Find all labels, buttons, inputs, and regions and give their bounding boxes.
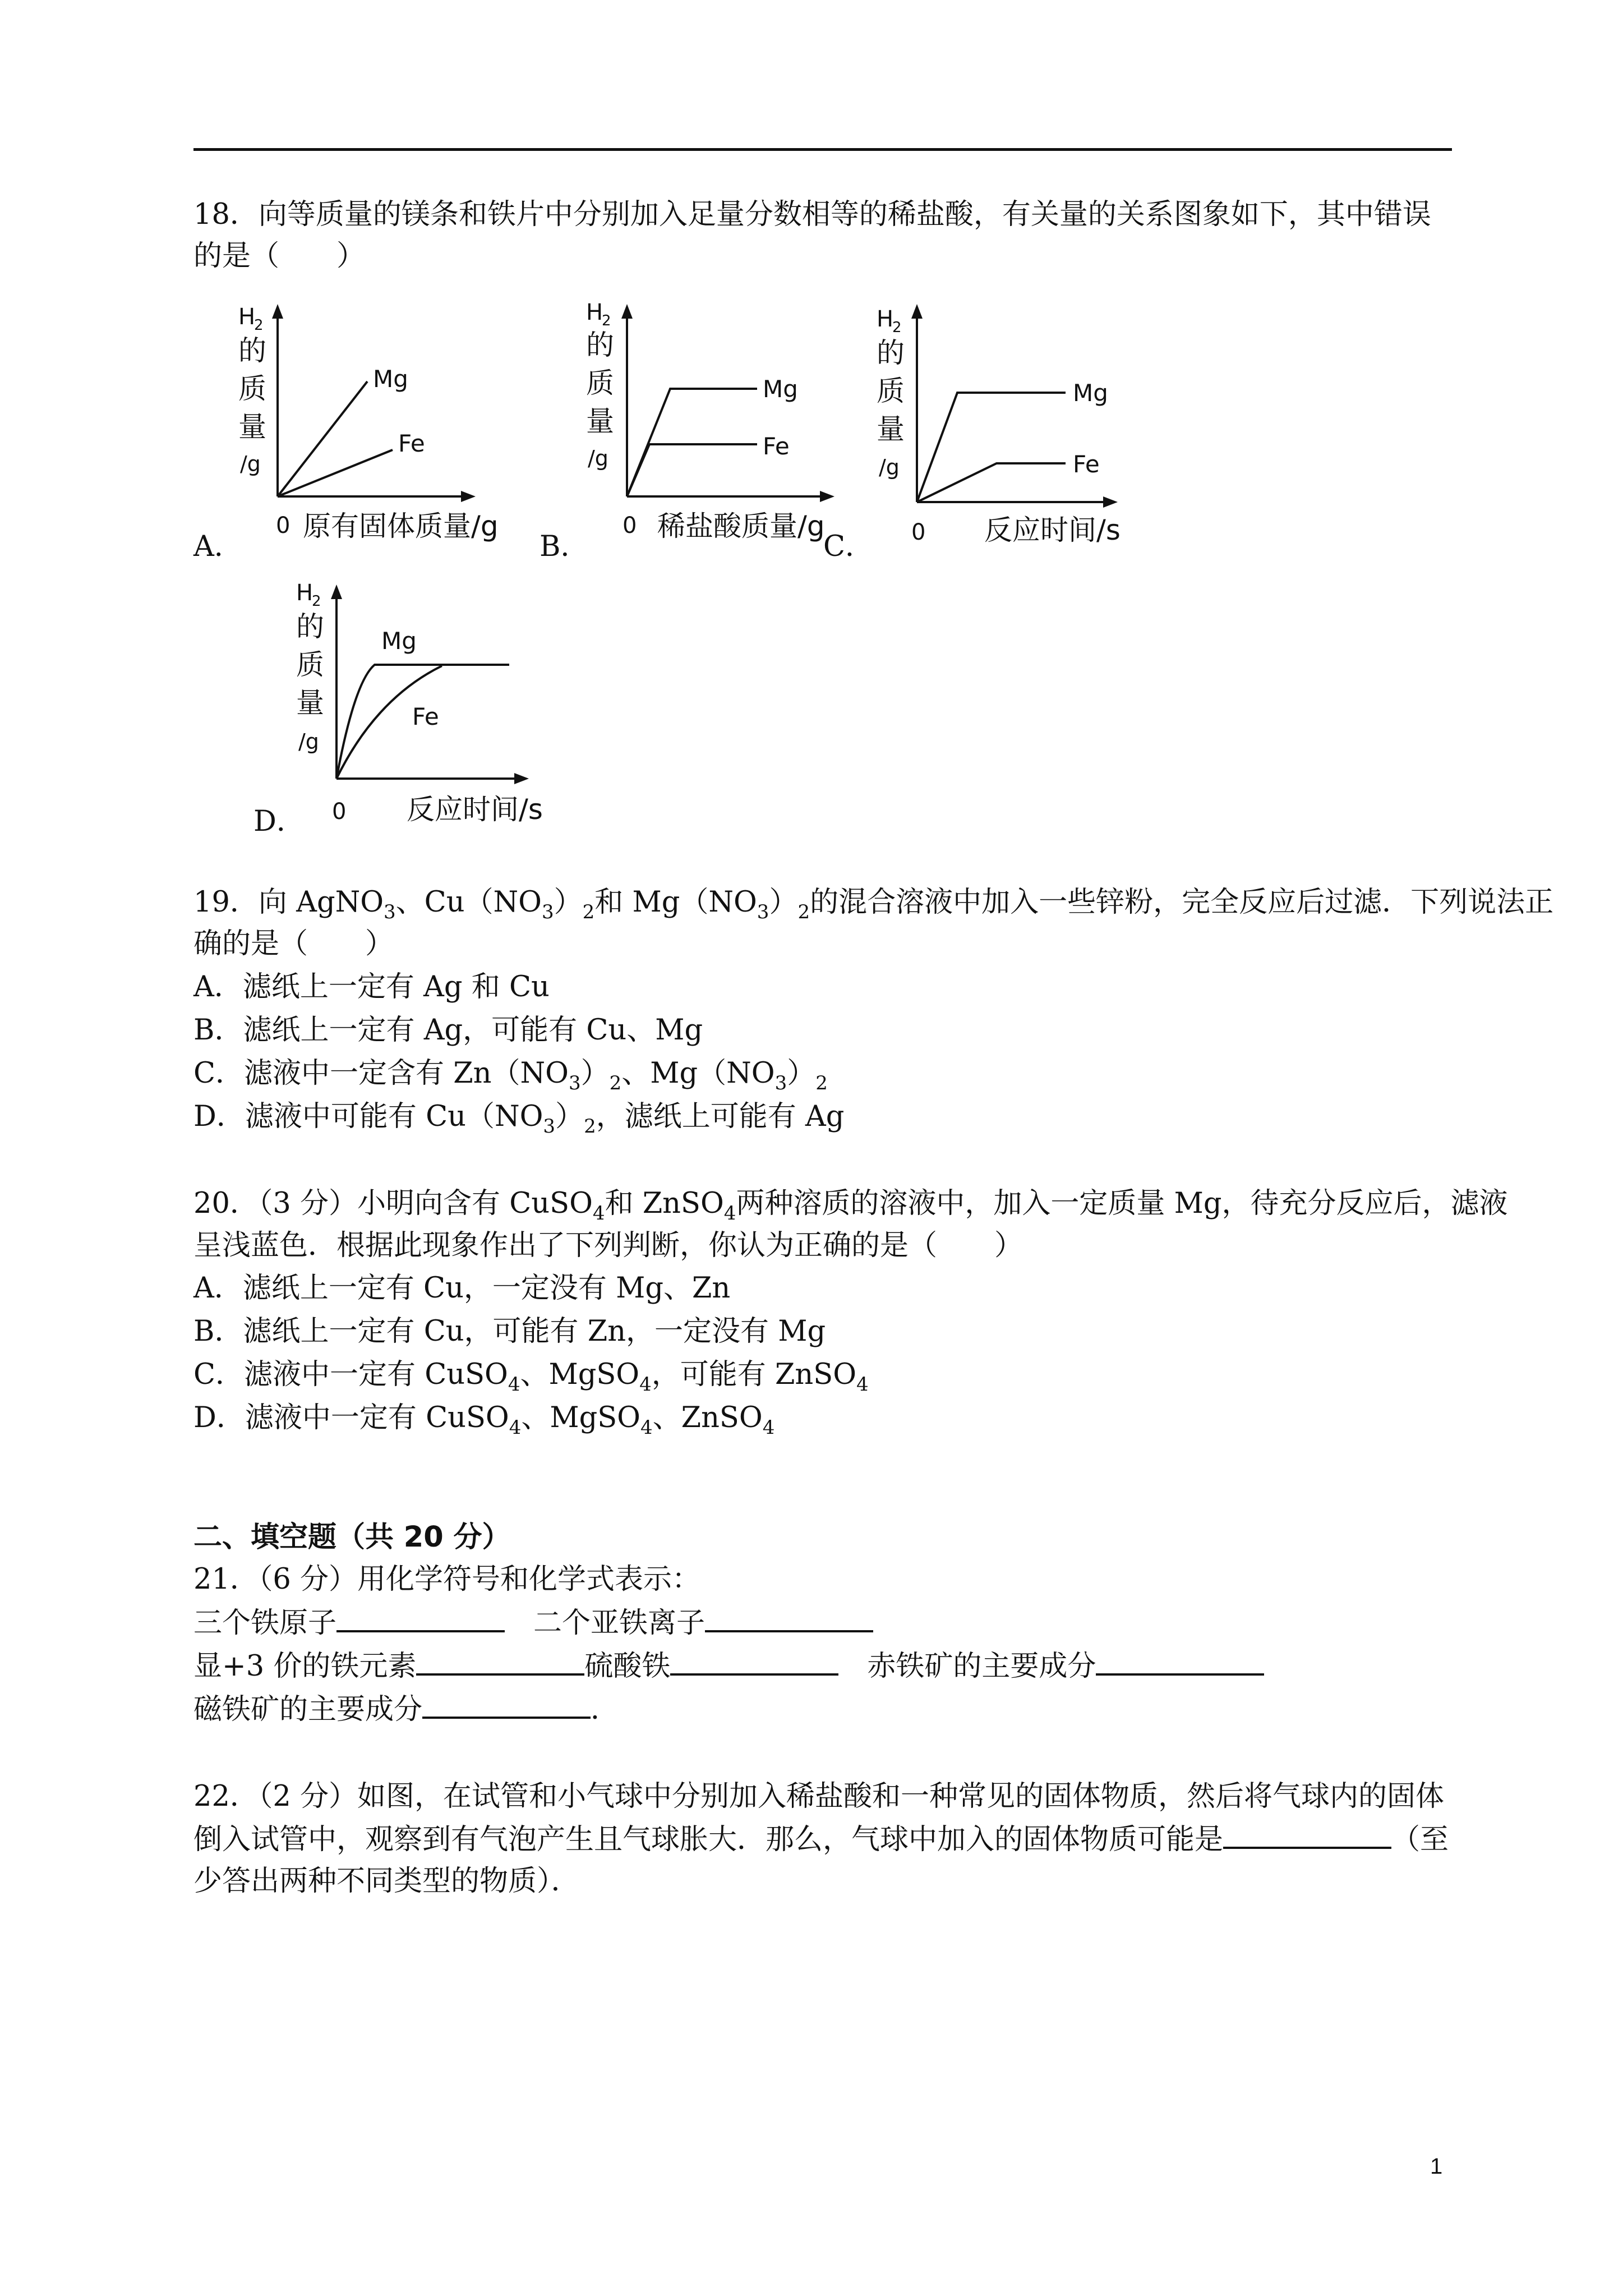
y-label-zhi: 质 <box>877 375 905 407</box>
x-label: 稀盐酸质量/g <box>657 510 825 542</box>
y-label-unit: /g <box>298 729 319 754</box>
y-label-sub: 2 <box>312 593 321 610</box>
q21-row2: 显+3 价的铁元素 硫酸铁 赤铁矿的主要成分 <box>193 1649 1264 1684</box>
y-label-unit: /g <box>879 455 900 480</box>
q18-option-c[interactable]: C． <box>823 530 874 563</box>
origin-label: 0 <box>276 513 291 539</box>
answer-blank[interactable] <box>1223 1822 1391 1849</box>
q22-stem-line1: 22．（2 分）如图，在试管和小气球中分别加入稀盐酸和一种常见的固体物质，然后将气球内的固体 <box>193 1780 1445 1813</box>
y-label-h: H <box>586 300 603 325</box>
q19-stem-line2: 确的是（ ） <box>193 927 394 960</box>
q18-option-a[interactable]: A． <box>193 530 243 563</box>
q20-stem-line1: 20．（3 分）小明向含有 CuSO$_4$和 ZnSO$_4$两种溶质的溶液中，加入一定质量 Mg，待充分反应后，滤液 <box>193 1187 1508 1225</box>
q18-stem-line2: 的是（ ） <box>193 240 366 273</box>
answer-blank[interactable] <box>416 1649 584 1676</box>
mg-label: Mg <box>381 627 417 655</box>
q18-option-b[interactable]: B． <box>540 530 589 563</box>
answer-blank[interactable] <box>336 1605 505 1632</box>
y-label-sub: 2 <box>254 317 264 334</box>
x-label: 反应时间/s <box>984 514 1121 546</box>
y-label-zhi: 质 <box>238 372 266 405</box>
q22-stem-line2: 倒入试管中，观察到有气泡产生且气球胀大．那么，气球中加入的固体物质可能是 （至 <box>193 1823 1449 1856</box>
mg-label: Mg <box>763 375 798 403</box>
q19-option-b[interactable]: B．滤纸上一定有 Ag，可能有 Cu、Mg <box>193 1014 703 1047</box>
fe-label: Fe <box>1073 450 1100 478</box>
y-label-liang: 量 <box>586 405 614 438</box>
page-number: 1 <box>1430 2154 1443 2179</box>
fe-line <box>917 463 1066 502</box>
header-rule <box>193 148 1452 151</box>
answer-blank[interactable] <box>670 1649 838 1676</box>
y-label-liang: 量 <box>877 413 905 445</box>
origin-label: 0 <box>911 519 926 545</box>
y-label-h: H <box>296 580 313 606</box>
section-title: 二、填空题（共 20 分） <box>193 1521 511 1554</box>
mg-line <box>917 393 1066 502</box>
fe-label: Fe <box>763 432 790 460</box>
fe-label: Fe <box>398 430 425 457</box>
q19-option-c[interactable]: C．滤液中一定含有 $Zn(NO_3)_2$、$Mg(NO_3)_2$ <box>193 1057 828 1094</box>
x-label: 反应时间/s <box>407 793 543 826</box>
y-label-unit: /g <box>588 446 608 471</box>
q20-option-c[interactable]: C．滤液中一定有 CuSO$_4$、MgSO$_4$，可能有 ZnSO$_4$ <box>193 1358 869 1396</box>
y-label-sub: 2 <box>602 312 611 329</box>
q21-row3: 磁铁矿的主要成分 ． <box>193 1693 620 1726</box>
y-label-de: 的 <box>877 337 905 369</box>
y-label-liang: 量 <box>296 687 324 719</box>
answer-blank[interactable] <box>1096 1649 1264 1676</box>
fe-line <box>627 444 757 496</box>
mg-line <box>627 389 757 496</box>
q22-stem-line3: 少答出两种不同类型的物质）． <box>193 1865 580 1898</box>
q19-option-d[interactable]: D．滤液中可能有 $Cu(NO_3)_2$，滤纸上可能有 Ag <box>193 1100 845 1138</box>
y-label-de: 的 <box>586 329 614 361</box>
x-label: 原有固体质量/g <box>303 510 499 542</box>
y-label-sub: 2 <box>892 319 902 336</box>
q19-stem-line1: 19．向 AgNO$_3$、$Cu(NO_3)_2$和 $Mg(NO_3)_2$的混合溶液中加入一些锌粉，完全反应后过滤．下列说法正 <box>193 886 1554 923</box>
origin-label: 0 <box>623 513 637 539</box>
q18-stem-line1: 18．向等质量的镁条和铁片中分别加入足量分数相等的稀盐酸，有关量的关系图象如下，其中错误 <box>193 198 1431 231</box>
y-label-liang: 量 <box>238 411 266 443</box>
fe-label: Fe <box>412 703 439 730</box>
q19-option-a[interactable]: A．滤纸上一定有 Ag 和 Cu <box>193 970 550 1004</box>
q21-row1: 三个铁原子 二个亚铁离子 <box>193 1605 873 1641</box>
q20-option-d[interactable]: D．滤液中一定有 CuSO$_4$、MgSO$_4$、ZnSO$_4$ <box>193 1401 775 1439</box>
answer-blank[interactable] <box>422 1692 591 1719</box>
q20-option-a[interactable]: A．滤纸上一定有 Cu，一定没有 Mg、Zn <box>193 1272 731 1305</box>
y-label-de: 的 <box>296 610 324 643</box>
answer-blank[interactable] <box>705 1605 873 1632</box>
mg-label: Mg <box>1073 379 1108 407</box>
q18-option-d[interactable]: D． <box>253 805 305 838</box>
y-label-de: 的 <box>238 334 266 367</box>
q21-stem: 21．（6 分）用化学符号和化学式表示： <box>193 1563 701 1596</box>
y-label-h: H <box>877 306 894 332</box>
graph-c <box>872 297 1164 555</box>
y-label-h: H <box>238 304 256 330</box>
graph-d <box>292 578 583 836</box>
graph-b <box>583 297 875 555</box>
y-label-zhi: 质 <box>296 648 324 681</box>
q20-option-b[interactable]: B．滤纸上一定有 Cu，可能有 Zn，一定没有 Mg <box>193 1315 826 1348</box>
graph-a <box>224 297 516 555</box>
y-label-zhi: 质 <box>586 367 614 399</box>
origin-label: 0 <box>332 799 347 825</box>
mg-label: Mg <box>373 365 408 393</box>
q20-stem-line2: 呈浅蓝色．根据此现象作出了下列判断，你认为正确的是（ ） <box>193 1229 1023 1262</box>
y-label-unit: /g <box>240 452 261 476</box>
